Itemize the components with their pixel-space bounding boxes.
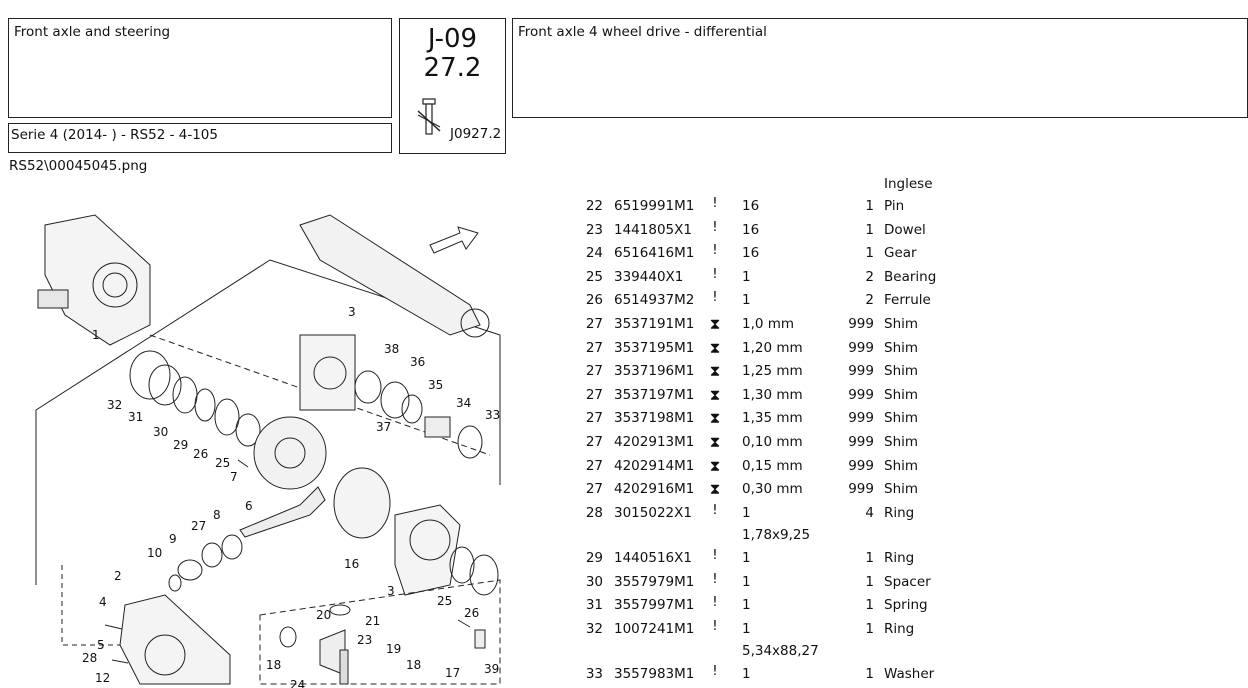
callout-label: 1 [92,328,100,342]
callout-label: 31 [128,410,144,424]
description: Gear [884,245,917,262]
quantity: 1 [865,245,874,262]
callout-label: 33 [485,408,501,422]
description: Pin [884,198,905,214]
position-number: 31 [585,597,603,614]
position-number: 32 [585,620,603,637]
part-number: 1441805X1 [614,221,692,238]
quantity: 999 [848,434,874,450]
quantity: 1 [865,573,874,590]
callout-label: 36 [410,355,426,369]
callout-label: 16 [344,557,360,571]
quantity: 1 [865,620,874,637]
callout-label: 25 [215,456,231,470]
description: Washer [884,665,935,682]
position-number: 25 [585,268,603,285]
part-number: 6519991M1 [614,198,695,214]
availability-mark: ! [712,242,718,259]
quantity: 999 [848,339,874,356]
part-number: 3557997M1 [614,597,695,614]
callout-label: 17 [445,666,461,680]
part-info: 1 [742,665,751,682]
part-number: 3557979M1 [614,573,695,590]
description: Shim [884,316,919,332]
part-info: 16 [742,221,760,238]
section-code-box [399,18,506,154]
position-number: 29 [585,549,603,566]
part-info: 1 [742,504,751,521]
part-info: 1 [742,573,751,590]
part-number: 6516416M1 [614,245,695,262]
section-title-box [512,18,1248,118]
quantity: 1 [865,198,874,214]
availability-mark: ! [712,289,718,306]
series-box [8,123,392,153]
callout-label: 2 [114,569,122,583]
description: Spring [884,597,928,614]
position-number: 27 [585,410,603,427]
callout-label: 38 [384,342,400,356]
position-number: 30 [585,573,603,590]
description: Shim [884,363,919,380]
callout-label: 10 [147,546,163,560]
part-info: 0,15 mm [742,457,803,474]
callout-label: 23 [357,633,373,647]
position-number: 24 [585,245,603,262]
availability-mark: ! [712,546,718,563]
callout-label: 18 [406,658,422,672]
availability-mark: ⧗ [709,362,721,381]
drawing-code: J0927.2 [450,126,502,142]
callout-label: 30 [153,425,169,439]
part-info: 0,30 mm [742,481,803,498]
callout-label: 21 [365,614,381,628]
description: Ring [884,620,915,637]
part-number: 339440X1 [614,268,684,285]
description: Shim [884,410,919,427]
description: Shim [884,339,919,356]
part-number: 4202916M1 [614,481,695,498]
part-number: 4202914M1 [614,457,695,474]
callout-label: 8 [213,508,221,522]
quantity: 999 [848,316,874,332]
callout-label: 32 [107,398,123,412]
quantity: 2 [865,292,874,309]
availability-mark: ! [712,570,718,587]
series-label: Serie 4 (2014- ) - RS52 - 4-105 [11,127,218,143]
availability-mark: ⧗ [709,409,721,428]
callout-label: 28 [82,651,98,665]
description: Shim [884,457,919,474]
part-info: 0,10 mm [742,434,803,450]
description: Shim [884,386,919,403]
callout-label: 35 [428,378,444,392]
part-number: 1440516X1 [614,549,692,566]
quantity: 1 [865,665,874,682]
description: Ring [884,504,915,521]
position-number: 27 [585,339,603,356]
position-number: 27 [585,386,603,403]
quantity: 2 [865,268,874,285]
callout-label: 5 [97,638,105,652]
position-number: 27 [585,316,603,332]
part-note: 1,78x9,25 [742,527,811,544]
callout-label: 12 [95,671,111,685]
description: Shim [884,481,919,498]
callout-label: 26 [464,606,480,620]
part-info: 1,0 mm [742,316,795,332]
callout-label: 7 [230,470,238,484]
callout-label: 4 [99,595,107,609]
callout-label: 29 [173,438,189,452]
position-number: 23 [585,221,603,238]
part-number: 3557983M1 [614,665,695,682]
part-number: 1007241M1 [614,620,695,637]
part-number: 3537191M1 [614,316,695,332]
availability-mark: ⧗ [709,456,721,475]
position-number: 27 [585,481,603,498]
position-number: 27 [585,457,603,474]
availability-mark: ! [712,265,718,282]
callout-label: 34 [456,396,472,410]
availability-mark: ⧗ [709,338,721,357]
part-info: 16 [742,245,760,262]
callout-label: 39 [484,662,500,676]
callout-label: 3 [348,305,356,319]
part-info: 16 [742,198,760,214]
part-info: 1,30 mm [742,386,803,403]
quantity: 999 [848,386,874,403]
callout-label: 19 [386,642,402,656]
callout-label: 26 [193,447,209,461]
part-number: 3537196M1 [614,363,695,380]
callout-label: 24 [290,678,306,688]
callout-label: 9 [169,532,177,546]
description: Ring [884,549,915,566]
part-info: 1,25 mm [742,363,803,380]
part-number: 6514937M2 [614,292,695,309]
quantity: 999 [848,363,874,380]
description: Ferrule [884,292,931,309]
quantity: 999 [848,410,874,427]
position-number: 33 [585,665,603,682]
position-number: 27 [585,434,603,450]
section-code: J-09 [427,24,478,54]
image-file-name: RS52\00045045.png [9,158,148,174]
callout-label: 6 [245,499,253,513]
group-title: Front axle and steering [14,24,171,40]
quantity: 999 [848,457,874,474]
callout-label: 18 [266,658,282,672]
part-number: 3537195M1 [614,339,695,356]
part-number: 3537198M1 [614,410,695,427]
callout-label: 27 [191,519,207,533]
callout-label: 37 [376,420,392,434]
part-number: 4202913M1 [614,434,695,450]
quantity: 1 [865,549,874,566]
section-title: Front axle 4 wheel drive - differential [518,24,767,40]
callout-label: 3 [387,584,395,598]
section-page: 27.2 [423,53,482,83]
group-title-box [8,18,392,118]
callout-label: 25 [437,594,453,608]
quantity: 4 [865,504,874,521]
availability-mark: ⧗ [709,433,721,451]
position-number: 27 [585,363,603,380]
part-info: 1,20 mm [742,339,803,356]
position-number: 22 [585,198,603,214]
description: Bearing [884,268,937,285]
part-info: 1 [742,597,751,614]
availability-mark: ! [712,501,718,518]
language-header: Inglese [884,176,933,192]
availability-mark: ! [712,218,718,235]
steering-axle-icon [414,99,444,139]
part-note: 5,34x88,27 [742,643,819,660]
part-info: 1 [742,620,751,637]
part-info: 1 [742,292,751,309]
part-info: 1,35 mm [742,410,803,427]
availability-mark: ! [712,617,718,634]
part-number: 3537197M1 [614,386,695,403]
availability-mark: ! [712,662,718,679]
position-number: 28 [585,504,603,521]
callout-label: 20 [316,608,332,622]
availability-mark: ⧗ [709,480,721,499]
quantity: 999 [848,481,874,498]
part-info: 1 [742,268,751,285]
availability-mark: ⧗ [709,315,721,333]
part-info: 1 [742,549,751,566]
position-number: 26 [585,292,603,309]
description: Spacer [884,573,931,590]
description: Shim [884,434,919,450]
availability-mark: ! [712,594,718,611]
exploded-parts-diagram [0,185,560,688]
availability-mark: ! [712,195,718,211]
availability-mark: ⧗ [709,385,721,404]
quantity: 1 [865,221,874,238]
quantity: 1 [865,597,874,614]
part-number: 3015022X1 [614,504,692,521]
description: Dowel [884,221,926,238]
